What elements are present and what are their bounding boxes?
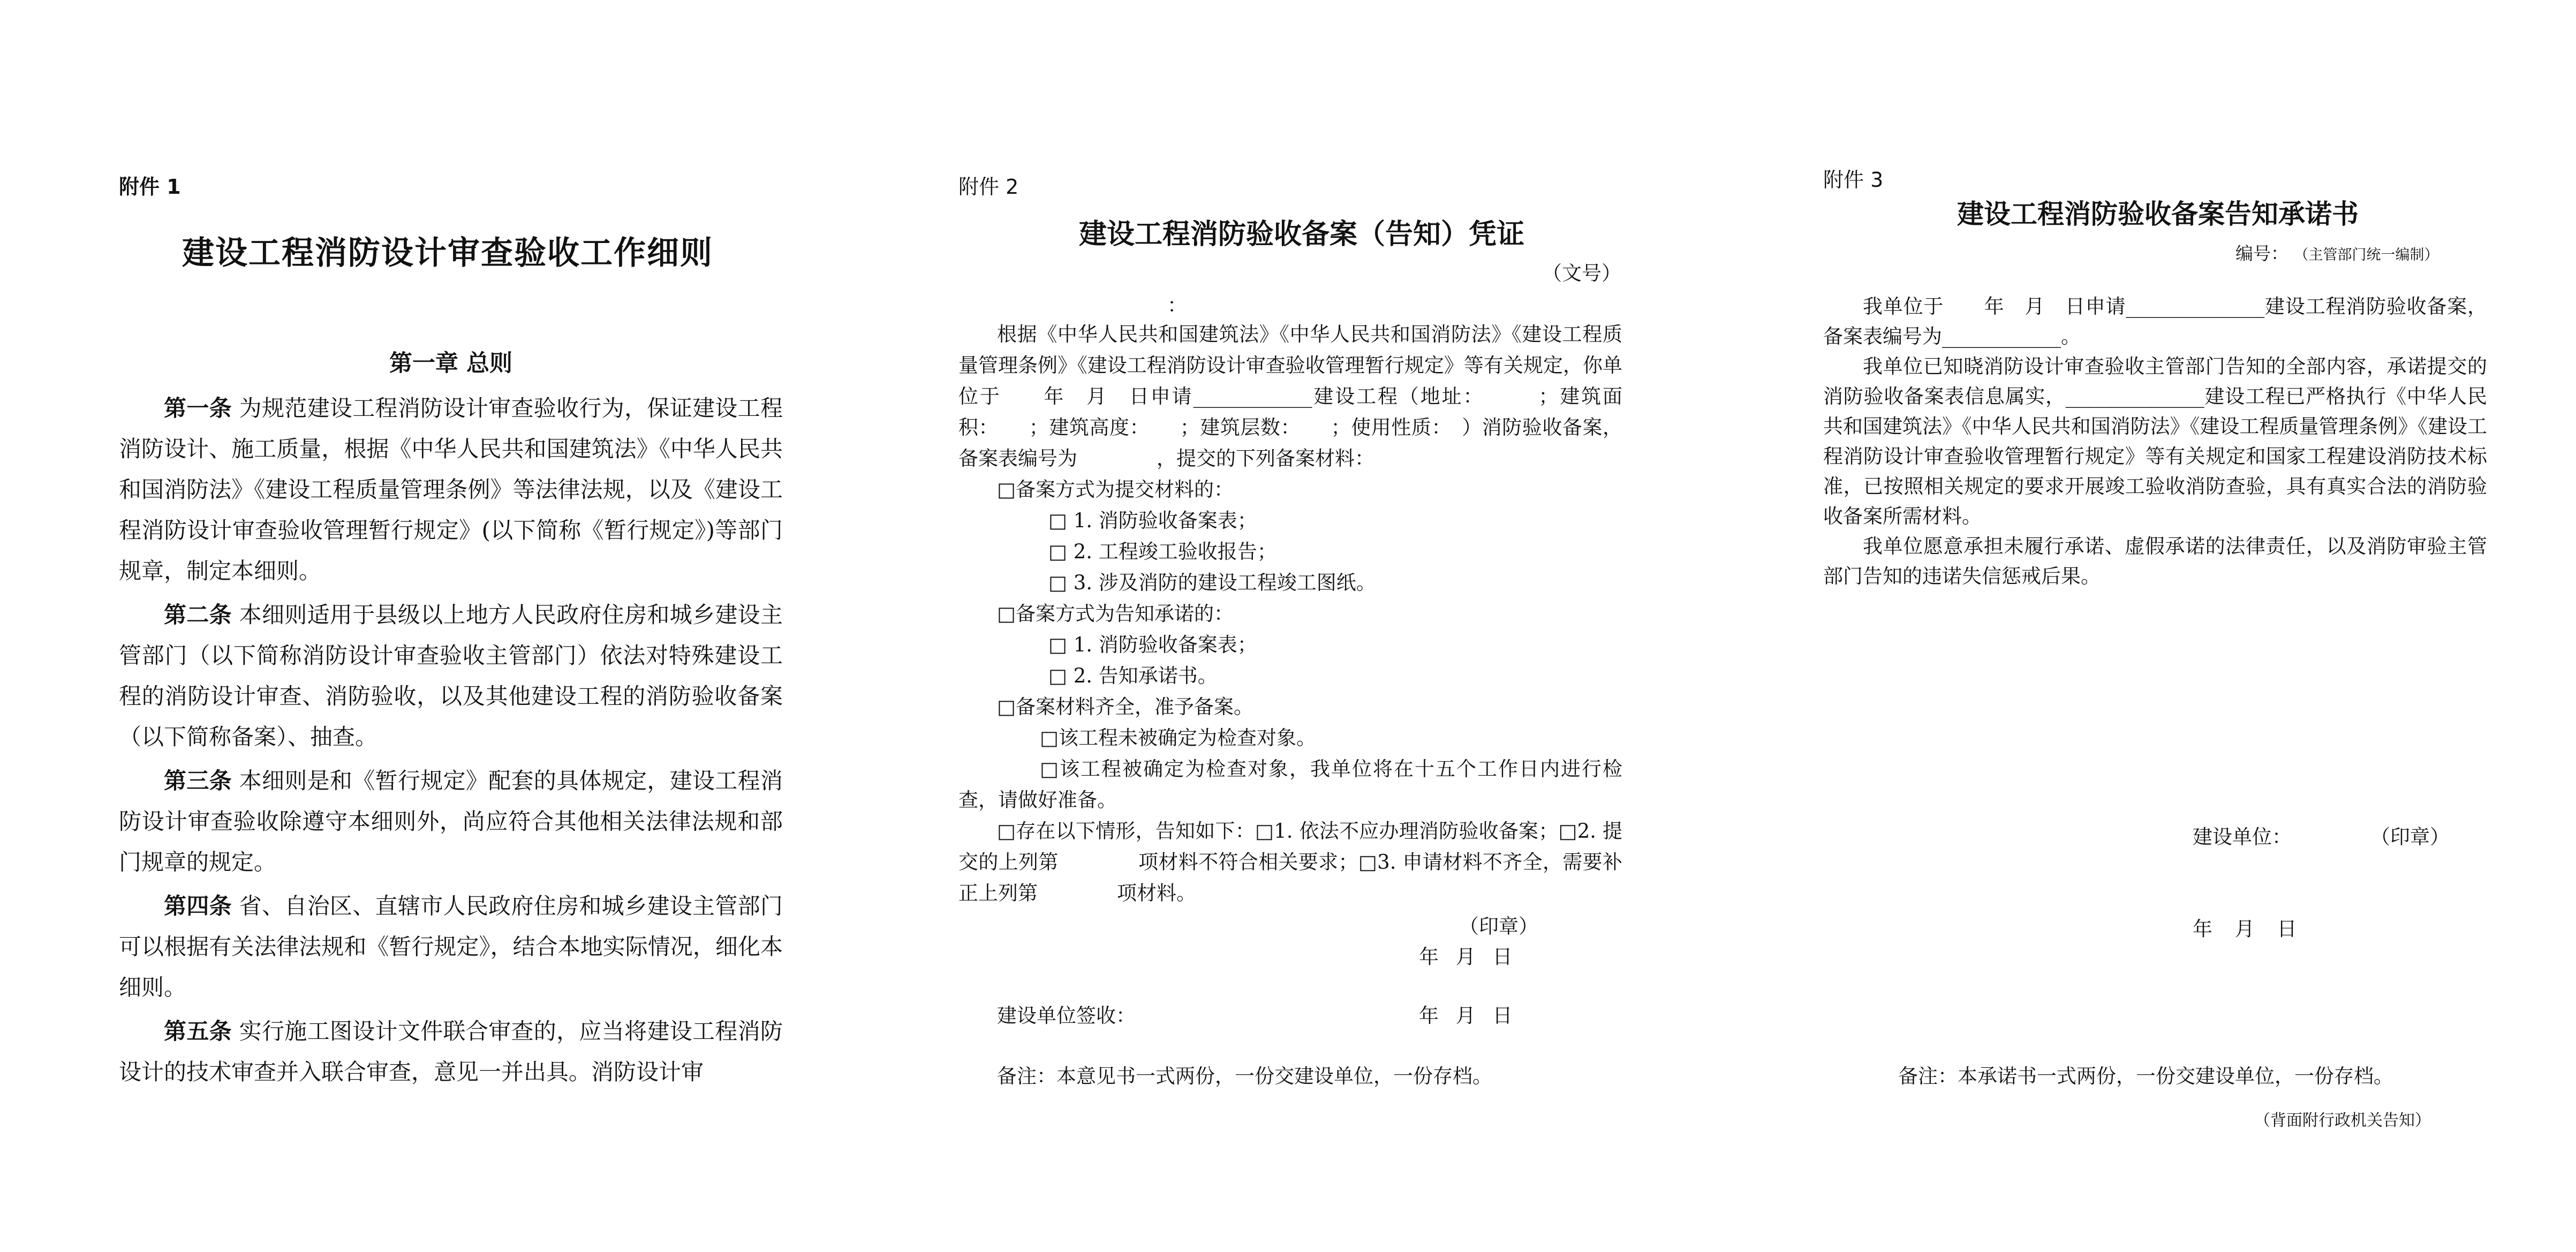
article-list [119, 388, 783, 1096]
checkbox-line: □ 2. 告知承诺书。 [1048, 664, 1218, 687]
article-head: 第三条 [164, 768, 232, 794]
attachment-label: 附件 2 [958, 175, 1019, 199]
footnote: 备注：本意见书一式两份，一份交建设单位，一份存档。 [997, 1065, 1492, 1088]
article-text: 省、自治区、直辖市人民政府住房和城乡建设主管部门可以根据有关法律法规和《暂行规定》，结合本地实际情况，细化本细则。 [119, 893, 783, 1000]
signature-label: 建设单位签收： [997, 1004, 1136, 1027]
unit-label: 建设单位： [2193, 825, 2292, 848]
document-title: 建设工程消防验收备案（告知）凭证 [1079, 218, 1525, 251]
checkbox-line: □备案材料齐全，准予备案。 [997, 695, 1253, 718]
seal-placeholder: （印章） [2370, 825, 2450, 848]
pledge-paragraph: 我单位已知晓消防设计审查验收主管部门告知的全部内容，承诺提交的消防验收备案表信息属实，______________建设工程已严格执行《中华人民共和国建筑法》《中华人民共和国消防法》《建设工程质量管理条例》《建设工程消防设计审查验收管理暂行规定》等有关规定和国家工程建设消防技术标准，已按照相关规定的要求开展竣工验收消防查验，具有真实合法的消防验收备案所需材料。 [1823, 355, 2487, 528]
back-note: （背面附行政机关告知） [2254, 1111, 2431, 1130]
intro-paragraph: 根据《中华人民共和国建筑法》《中华人民共和国消防法》《建设工程质量管理条例》《建设工程消防设计审查验收管理暂行规定》等有关规定，你单位于 年 月 日申请____________建设工程（地址： ；建筑面积： ；建筑高度： ；建筑层数： ；使用性质： ）消防验收备案，备案表编号为 ，提交的下列备案材料： [958, 323, 1622, 470]
pledge-paragraph: 我单位于 年 月 日申请______________建设工程消防验收备案，备案表编号为____________。 [1823, 295, 2487, 348]
article-paragraph [119, 761, 783, 883]
checkbox-line: □ 1. 消防验收备案表； [1048, 633, 1257, 656]
article-head: 第一条 [164, 395, 232, 421]
footnote: 备注：本承诺书一式两份，一份交建设单位，一份存档。 [1898, 1065, 2393, 1088]
issues-paragraph: □存在以下情形，告知如下：□1. 依法不应办理消防验收备案；□2. 提交的上列第 项材料不符合相关要求；□3. 申请材料不齐全，需要补正上列第 项材料。 [958, 820, 1622, 905]
seal-placeholder: （印章） [1459, 915, 1538, 938]
article-text: 实行施工图设计文件联合审查的，应当将建设工程消防设计的技术审查并入联合审查，意见一并出具。消防设计审 [119, 1018, 783, 1085]
document-title: 建设工程消防设计审查验收工作细则 [182, 234, 713, 272]
sign-date: 年 月 日 [1419, 1004, 1513, 1027]
number-note: （主管部门统一编制） [2294, 247, 2439, 263]
certificate-body [958, 319, 1622, 909]
checkbox-line: □ 3. 涉及消防的建设工程竣工图纸。 [1048, 571, 1376, 594]
inspection-paragraph: □该工程被确定为检查对象，我单位将在十五个工作日内进行检查，请做好准备。 [958, 757, 1622, 811]
article-paragraph [119, 595, 783, 757]
article-head: 第五条 [164, 1018, 232, 1044]
article-paragraph [119, 886, 783, 1008]
document-title: 建设工程消防验收备案告知承诺书 [1957, 198, 2359, 230]
article-text: 本细则是和《暂行规定》配套的具体规定，建设工程消防设计审查验收除遵守本细则外，尚应符合其他相关法律法规和部门规章的规定。 [119, 768, 783, 875]
article-paragraph [119, 388, 783, 591]
article-text: 为规范建设工程消防设计审查验收行为，保证建设工程消防设计、施工质量，根据《中华人民共和国建筑法》《中华人民共和国消防法》《建设工程质量管理条例》等法律法规，以及《建设工程消防设计审查验收管理暂行规定》(以下简称《暂行规定》)等部门规章，制定本细则。 [119, 395, 783, 584]
document-number: （文号） [1542, 262, 1621, 285]
number-field [2235, 240, 2439, 265]
pledge-date: 年 月 日 [2193, 917, 2297, 940]
article-paragraph [119, 1011, 783, 1092]
pledge-body [1823, 292, 2487, 591]
chapter-heading: 第一章 总则 [389, 350, 512, 377]
pledge-paragraph: 我单位愿意承担未履行承诺、虚假承诺的法律责任，以及消防审验主管部门告知的违诺失信惩戒后果。 [1823, 535, 2487, 588]
number-label: 编号： [2235, 243, 2288, 264]
article-text: 本细则适用于县级以上地方人民政府住房和城乡建设主管部门（以下简称消防设计审查验收主管部门）依法对特殊建设工程的消防设计审查、消防验收，以及其他建设工程的消防验收备案（以下简称备案）、抽查。 [119, 602, 783, 750]
article-head: 第二条 [164, 602, 232, 628]
checkbox-line: □ 2. 工程竣工验收报告； [1048, 540, 1277, 563]
checkbox-line: □备案方式为告知承诺的： [997, 602, 1234, 625]
attachment-label: 附件 1 [119, 175, 181, 199]
issue-date: 年 月 日 [1419, 945, 1513, 968]
checkbox-line: □ 1. 消防验收备案表； [1048, 509, 1257, 532]
checkbox-line: □该工程未被确定为检查对象。 [1040, 726, 1316, 749]
attachment-label: 附件 3 [1823, 168, 1884, 192]
recipient-colon: ： [1167, 294, 1187, 317]
checkbox-line: □备案方式为提交材料的： [997, 478, 1234, 501]
article-head: 第四条 [164, 893, 232, 919]
